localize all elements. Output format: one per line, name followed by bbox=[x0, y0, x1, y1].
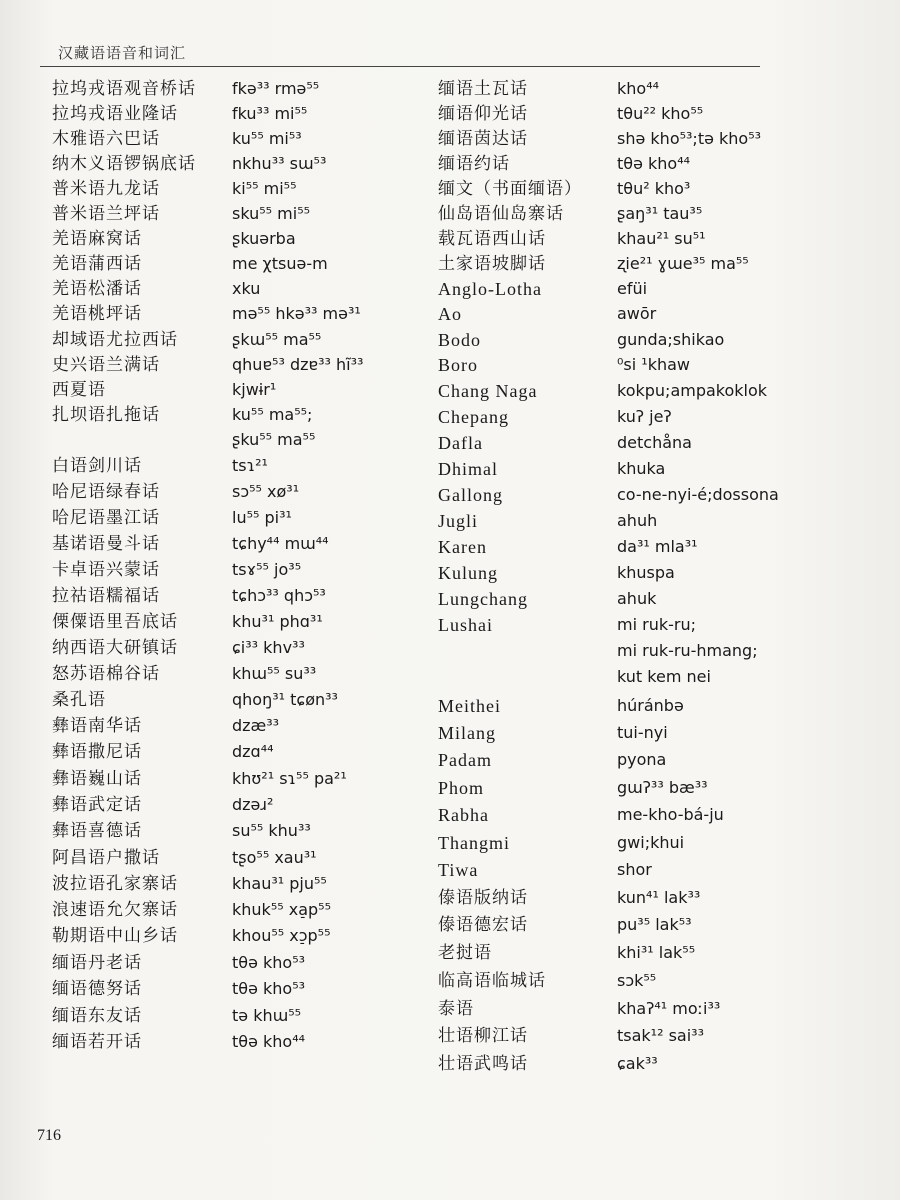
word-form: ʐie²¹ ɣɯe³⁵ ma⁵⁵ bbox=[617, 254, 749, 273]
word-form: tθə kho⁴⁴ bbox=[617, 154, 691, 173]
language-name: 哈尼语绿春话 bbox=[52, 482, 160, 502]
word-form: khɯ⁵⁵ su³³ bbox=[232, 664, 317, 683]
word-form: qhuɐ⁵³ dzɐ³³ hĩ³³ bbox=[232, 355, 364, 374]
language-name: Gallong bbox=[438, 485, 503, 505]
language-name: 卡卓语兴蒙话 bbox=[52, 560, 160, 580]
word-form: xku bbox=[232, 279, 261, 298]
language-name: 勒期语中山乡话 bbox=[52, 926, 178, 946]
word-form: shor bbox=[617, 860, 652, 879]
word-form: ku⁵⁵ ma⁵⁵; bbox=[232, 405, 313, 424]
language-name: 土家语坡脚话 bbox=[438, 254, 546, 274]
word-form: kho⁴⁴ bbox=[617, 79, 660, 98]
language-name: 缅语茵达话 bbox=[438, 129, 528, 149]
word-form: tui-nyi bbox=[617, 723, 668, 742]
word-form: ahuk bbox=[617, 589, 657, 608]
language-name: 哈尼语墨江话 bbox=[52, 508, 160, 528]
language-name: Bodo bbox=[438, 330, 482, 350]
word-form: khu³¹ phɑ³¹ bbox=[232, 612, 323, 631]
language-name: Rabha bbox=[438, 805, 489, 825]
word-form: khau³¹ pju⁵⁵ bbox=[232, 874, 327, 893]
word-form: me-kho-bá-ju bbox=[617, 805, 724, 824]
word-form: mi ruk-ru-hmang; bbox=[617, 641, 758, 660]
language-name: 缅语仰光话 bbox=[438, 104, 528, 124]
word-form: khaʔ⁴¹ moːi³³ bbox=[617, 999, 721, 1018]
word-form: mə⁵⁵ hkə³³ mə³¹ bbox=[232, 304, 361, 323]
word-form: su⁵⁵ khu³³ bbox=[232, 821, 311, 840]
language-name: 基诺语曼斗话 bbox=[52, 534, 160, 554]
header-title: 汉藏语语音和词汇 bbox=[58, 44, 187, 62]
language-name: Dafla bbox=[438, 433, 483, 453]
word-form: khuka bbox=[617, 459, 666, 478]
running-header bbox=[40, 40, 740, 64]
language-name: 缅语若开话 bbox=[52, 1032, 142, 1052]
word-form: gwi;khui bbox=[617, 833, 685, 852]
language-name: 怒苏语棉谷话 bbox=[52, 664, 160, 684]
word-form: tɕhy⁴⁴ mɯ⁴⁴ bbox=[232, 534, 329, 553]
language-name: Boro bbox=[438, 355, 478, 375]
language-name: Anglo-Lotha bbox=[438, 279, 542, 299]
language-name: 缅语东友话 bbox=[52, 1006, 142, 1026]
language-name: Lungchang bbox=[438, 589, 528, 609]
page-number: 716 bbox=[37, 1127, 61, 1144]
language-name: 白语剑川话 bbox=[52, 456, 142, 476]
word-form: ɕi³³ khv³³ bbox=[232, 638, 305, 657]
language-name: 却域语尤拉西话 bbox=[52, 330, 178, 350]
word-form: dzɑ⁴⁴ bbox=[232, 742, 274, 761]
language-name: 壮语柳江话 bbox=[438, 1026, 528, 1046]
word-form: fku³³ mi⁵⁵ bbox=[232, 104, 308, 123]
language-name: 傈僳语里吾底话 bbox=[52, 612, 178, 632]
word-form: kun⁴¹ lak³³ bbox=[617, 888, 701, 907]
word-form: tsɿ²¹ bbox=[232, 456, 268, 475]
word-form: awōr bbox=[617, 304, 657, 323]
word-form: khuk⁵⁵ xa̠p⁵⁵ bbox=[232, 900, 331, 919]
word-form: tsak¹² sai³³ bbox=[617, 1026, 705, 1045]
word-form: da³¹ mla³¹ bbox=[617, 537, 698, 556]
header-rule bbox=[40, 66, 760, 67]
word-form: tθə kho⁴⁴ bbox=[232, 1032, 306, 1051]
word-form: kjwɨr¹ bbox=[232, 380, 277, 399]
language-name: 仙岛语仙岛寨话 bbox=[438, 204, 564, 224]
language-name: 桑孔语 bbox=[52, 690, 106, 710]
word-form: ʂkuərba bbox=[232, 229, 296, 248]
language-name: 缅语约话 bbox=[438, 154, 510, 174]
word-form: khi³¹ lak⁵⁵ bbox=[617, 943, 696, 962]
word-form: sɔk⁵⁵ bbox=[617, 971, 657, 990]
language-name: 缅语土瓦话 bbox=[438, 79, 528, 99]
language-name: Phom bbox=[438, 778, 485, 798]
word-form: tθu² kho³ bbox=[617, 179, 691, 198]
word-form: tθu²² kho⁵⁵ bbox=[617, 104, 704, 123]
language-name: Ao bbox=[438, 304, 462, 324]
language-name: 临高语临城话 bbox=[438, 971, 546, 991]
word-form: nkhu³³ sɯ⁵³ bbox=[232, 154, 327, 173]
word-form: khou⁵⁵ xɔ̠p⁵⁵ bbox=[232, 926, 331, 945]
language-name: 彝语巍山话 bbox=[52, 769, 142, 789]
language-name: 木雅语六巴话 bbox=[52, 129, 160, 149]
word-form: húránbə bbox=[617, 696, 684, 715]
language-name: 缅语德努话 bbox=[52, 979, 142, 999]
language-name: 傣语德宏话 bbox=[438, 915, 528, 935]
language-name: Chang Naga bbox=[438, 381, 538, 401]
word-form: tθə kho⁵³ bbox=[232, 979, 306, 998]
language-name: Tiwa bbox=[438, 860, 479, 880]
word-form: ʂku⁵⁵ ma⁵⁵ bbox=[232, 430, 316, 449]
language-name: 拉坞戎语业隆话 bbox=[52, 104, 178, 124]
word-form: shə kho⁵³;tə kho⁵³ bbox=[617, 129, 762, 148]
word-form: ʂkɯ⁵⁵ ma⁵⁵ bbox=[232, 330, 322, 349]
language-name: Lushai bbox=[438, 615, 493, 635]
language-name: Meithei bbox=[438, 696, 501, 716]
language-name: Kulung bbox=[438, 563, 498, 583]
word-form: tə khɯ⁵⁵ bbox=[232, 1006, 302, 1025]
language-name: 壮语武鸣话 bbox=[438, 1054, 528, 1074]
language-name: 彝语武定话 bbox=[52, 795, 142, 815]
word-form: gunda;shikao bbox=[617, 330, 725, 349]
language-name: Dhimal bbox=[438, 459, 498, 479]
language-name: Padam bbox=[438, 750, 492, 770]
language-name: 泰语 bbox=[438, 999, 474, 1019]
language-name: 缅文（书面缅语） bbox=[438, 179, 582, 199]
language-name: 西夏语 bbox=[52, 380, 106, 400]
language-name: 普米语九龙话 bbox=[52, 179, 160, 199]
language-name: 羌语麻窝话 bbox=[52, 229, 142, 249]
language-name: 纳西语大研镇话 bbox=[52, 638, 178, 658]
language-name: 彝语喜德话 bbox=[52, 821, 142, 841]
word-form: tsɤ⁵⁵ jo³⁵ bbox=[232, 560, 302, 579]
language-name: Karen bbox=[438, 537, 487, 557]
language-name: 波拉语孔家寨话 bbox=[52, 874, 178, 894]
word-form: qhoŋ³¹ tɕøn³³ bbox=[232, 690, 338, 709]
language-name: 羌语松潘话 bbox=[52, 279, 142, 299]
word-form: kut kem nei bbox=[617, 667, 711, 686]
word-form: tʂo⁵⁵ xau³¹ bbox=[232, 848, 317, 867]
language-name: 缅语丹老话 bbox=[52, 953, 142, 973]
language-name: 阿昌语户撒话 bbox=[52, 848, 160, 868]
word-form: gɯʔ³³ bæ³³ bbox=[617, 778, 708, 797]
word-form: mi ruk-ru; bbox=[617, 615, 696, 634]
word-form: co-ne-nyi-é;dossona bbox=[617, 485, 779, 504]
word-form: efüi bbox=[617, 279, 648, 298]
word-form: ʂaŋ³¹ tau³⁵ bbox=[617, 204, 703, 223]
language-name: 彝语南华话 bbox=[52, 716, 142, 736]
word-form: pyona bbox=[617, 750, 667, 769]
word-form: tθə kho⁵³ bbox=[232, 953, 306, 972]
word-form: sku⁵⁵ mi⁵⁵ bbox=[232, 204, 311, 223]
word-form: dzæ³³ bbox=[232, 716, 280, 735]
language-name: 浪速语允欠寨话 bbox=[52, 900, 178, 920]
word-form: kokpu;ampakoklok bbox=[617, 381, 768, 400]
language-name: 彝语撒尼话 bbox=[52, 742, 142, 762]
word-form: khʊ²¹ sɿ⁵⁵ pa²¹ bbox=[232, 769, 347, 788]
language-name: 傣语版纳话 bbox=[438, 888, 528, 908]
language-name: 拉坞戎语观音桥话 bbox=[52, 79, 196, 99]
word-form: ɕak³³ bbox=[617, 1054, 658, 1073]
language-name: 普米语兰坪话 bbox=[52, 204, 160, 224]
language-name: 拉祜语糯福话 bbox=[52, 586, 160, 606]
word-form: khuspa bbox=[617, 563, 675, 582]
language-name: Chepang bbox=[438, 407, 509, 427]
word-form: detchåna bbox=[617, 433, 692, 452]
language-name: Thangmi bbox=[438, 833, 510, 853]
word-form: ⁰si ¹khaw bbox=[617, 355, 690, 374]
word-form: dzəɹ² bbox=[232, 795, 274, 814]
language-name: 羌语蒲西话 bbox=[52, 254, 142, 274]
word-form: me χtsuə-m bbox=[232, 254, 328, 273]
word-form: lu⁵⁵ pi³¹ bbox=[232, 508, 292, 527]
word-form: ki⁵⁵ mi⁵⁵ bbox=[232, 179, 297, 198]
language-name: Jugli bbox=[438, 511, 479, 531]
word-form: kuʔ jeʔ bbox=[617, 407, 672, 426]
language-name: 老挝语 bbox=[438, 943, 492, 963]
word-form: fkə³³ rmə⁵⁵ bbox=[232, 79, 320, 98]
language-name: 载瓦语西山话 bbox=[438, 229, 546, 249]
word-form: ahuh bbox=[617, 511, 658, 530]
language-name: 扎坝语扎拖话 bbox=[52, 405, 160, 425]
word-form: khau²¹ su⁵¹ bbox=[617, 229, 706, 248]
language-name: 史兴语兰满话 bbox=[52, 355, 160, 375]
language-name: 纳木义语锣锅底话 bbox=[52, 154, 196, 174]
language-name: 羌语桃坪话 bbox=[52, 304, 142, 324]
word-form: ku⁵⁵ mi⁵³ bbox=[232, 129, 302, 148]
word-form: tɕhɔ³³ qhɔ⁵³ bbox=[232, 586, 326, 605]
language-name: Milang bbox=[438, 723, 496, 743]
word-form: sɔ⁵⁵ xø³¹ bbox=[232, 482, 300, 501]
word-form: pu³⁵ lak⁵³ bbox=[617, 915, 692, 934]
